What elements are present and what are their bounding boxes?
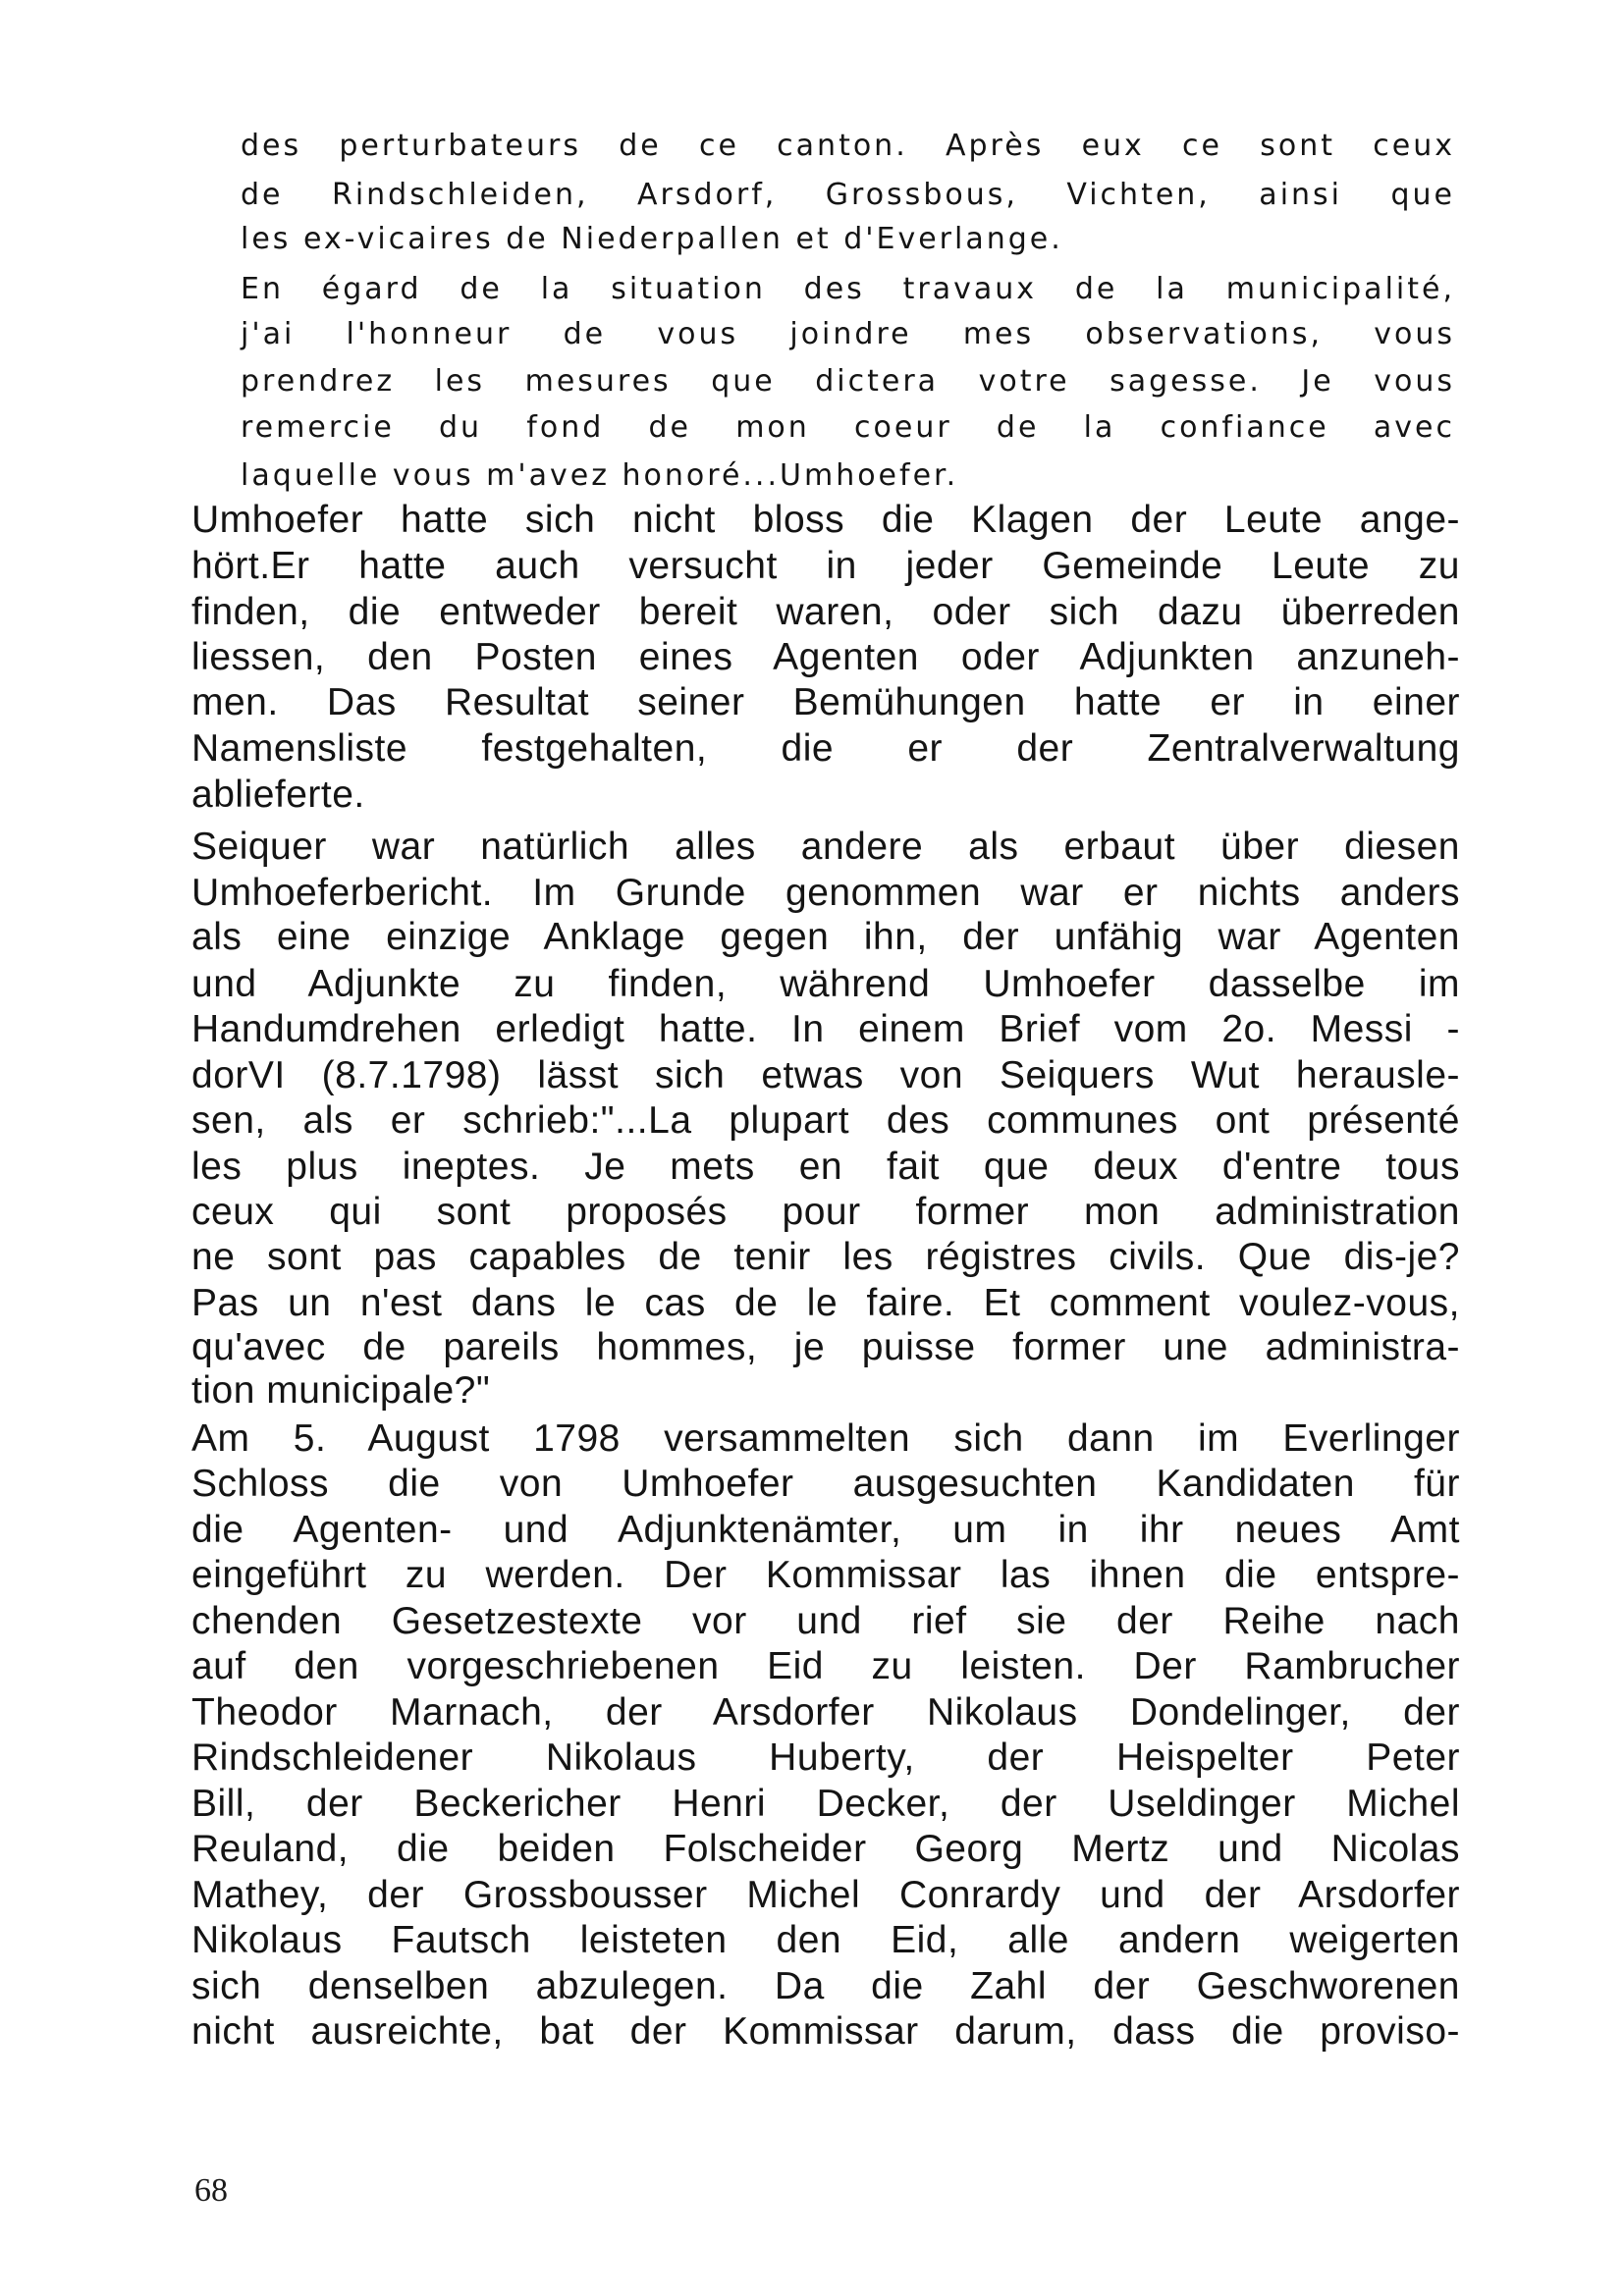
body-line: sen, als er schrieb:"...La plupart des communes ont présenté [191,1099,1460,1142]
body-line: Namensliste festgehalten, die er der Zentralverwaltung [191,727,1460,770]
body-line: Theodor Marnach, der Arsdorfer Nikolaus Dondelinger, der [191,1691,1460,1734]
body-line: Reuland, die beiden Folscheider Georg Mertz und Nicolas [191,1828,1460,1870]
body-line: Pas un n'est dans le cas de le faire. Et comment voulez-vous, [191,1282,1460,1324]
quote-line: laquelle vous m'avez honoré...Umhoefer. [241,458,959,493]
body-line: hört.Er hatte auch versucht in jeder Gemeinde Leute zu [191,545,1460,587]
body-line: liessen, den Posten eines Agenten oder Adjunkten anzuneh- [191,636,1460,678]
body-line: Mathey, der Grossbousser Michel Conrardy und der Arsdorfer [191,1874,1460,1916]
body-line: als eine einzige Anklage gegen ihn, der unfähig war Agenten [191,916,1460,958]
body-line: chenden Gesetzestexte vor und rief sie der Reihe nach [191,1600,1460,1642]
body-line: eingeführt zu werden. Der Kommissar las ihnen die entspre- [191,1554,1460,1596]
body-line: ne sont pas capables de tenir les régistres civils. Que dis-je? [191,1236,1460,1278]
quote-line: de Rindschleiden, Arsdorf, Grossbous, Vichten, ainsi que [241,178,1455,212]
body-line: und Adjunkte zu finden, während Umhoefer dasselbe im [191,963,1460,1005]
quote-line: des perturbateurs de ce canton. Après eux ce sont ceux [241,129,1455,163]
quote-line: les ex-vicaires de Niederpallen et d'Everlange. [241,222,1063,256]
body-line: Umhoeferbericht. Im Grunde genommen war er nichts anders [191,872,1460,914]
body-line: auf den vorgeschriebenen Eid zu leisten. Der Rambrucher [191,1645,1460,1687]
body-line: Seiquer war natürlich alles andere als erbaut über diesen [191,826,1460,868]
body-line: ablieferte. [191,774,365,816]
body-line: Am 5. August 1798 versammelten sich dann im Everlinger [191,1417,1460,1460]
page-number: 68 [194,2172,228,2209]
body-line: Schloss die von Umhoefer ausgesuchten Kandidaten für [191,1463,1460,1505]
quote-line: prendrez les mesures que dictera votre sagesse. Je vous [241,364,1455,399]
body-line: Handumdrehen erledigt hatte. In einem Brief vom 2o. Messi - [191,1008,1460,1050]
quote-line: j'ai l'honneur de vous joindre mes observations, vous [241,317,1455,351]
body-line: Bill, der Beckericher Henri Decker, der Useldinger Michel [191,1783,1460,1825]
body-line: men. Das Resultat seiner Bemühungen hatte er in einer [191,681,1460,723]
body-line: les plus ineptes. Je mets en fait que deux d'entre tous [191,1146,1460,1188]
body-line: qu'avec de pareils hommes, je puisse former une administra- [191,1326,1460,1368]
body-line: Nikolaus Fautsch leisteten den Eid, alle andern weigerten [191,1919,1460,1961]
quote-line: En égard de la situation des travaux de la municipalité, [241,272,1455,306]
body-line: finden, die entweder bereit waren, oder sich dazu überreden [191,591,1460,633]
body-line: Umhoefer hatte sich nicht bloss die Klagen der Leute ange- [191,499,1460,541]
body-line: die Agenten- und Adjunktenämter, um in ihr neues Amt [191,1509,1460,1551]
body-line: dorVI (8.7.1798) lässt sich etwas von Seiquers Wut herausle- [191,1054,1460,1096]
quote-line: remercie du fond de mon coeur de la confiance avec [241,410,1455,445]
body-line: Rindschleidener Nikolaus Huberty, der Heispelter Peter [191,1736,1460,1779]
body-line: sich denselben abzulegen. Da die Zahl der Geschworenen [191,1965,1460,2007]
body-line: ceux qui sont proposés pour former mon administration [191,1191,1460,1233]
body-line: tion municipale?" [191,1369,491,1412]
body-line: nicht ausreichte, bat der Kommissar darum, dass die proviso- [191,2010,1460,2053]
